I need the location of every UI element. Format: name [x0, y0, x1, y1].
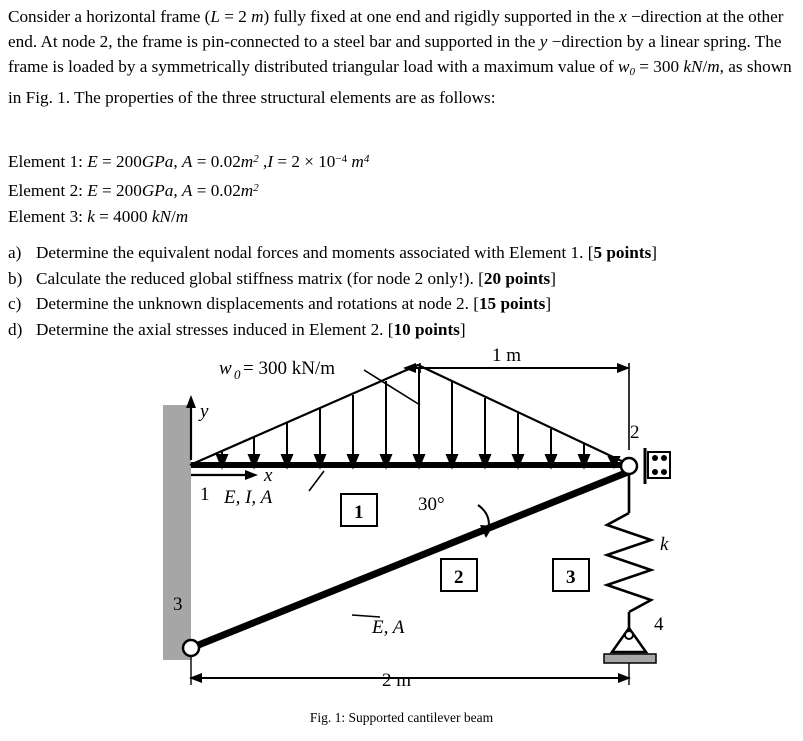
node-2-pin — [621, 458, 637, 474]
node-2-roller-box — [648, 452, 670, 478]
element-2-number: 2 — [454, 567, 464, 588]
node-3-pin — [183, 640, 199, 656]
question-item — [8, 240, 798, 266]
load-label-symbol: w — [219, 358, 232, 379]
roller-dot — [652, 455, 658, 461]
load-arrows — [217, 367, 619, 467]
element-2-properties: Element 2: E = 200GPa, $A = 0.02m^2$ — [8, 180, 259, 200]
question-text: Determine the equivalent nodal forces and moments associated with Element 1. [ — [36, 243, 594, 262]
question-tail: ] — [459, 319, 466, 339]
axis-y-arrowhead — [186, 395, 196, 408]
question-item — [8, 291, 798, 317]
load-label-value: = 300 kN/m — [243, 358, 335, 379]
bar-props-leader — [352, 615, 380, 617]
question-list — [8, 240, 798, 342]
node-4-pin-circle — [625, 631, 633, 639]
question-points: 15 points — [478, 294, 546, 313]
question-points: 20 points — [483, 268, 551, 288]
beam-props-label: E, I, A — [224, 487, 273, 508]
figure-diagram — [0, 345, 803, 741]
node-1-label: 1 — [200, 484, 210, 505]
bar-props-label: E, A — [372, 617, 405, 638]
question-label: b) — [8, 268, 23, 288]
element-properties — [8, 146, 708, 230]
dim-top-label: 1 m — [492, 345, 522, 366]
question-tail: ] — [651, 243, 657, 262]
question-text: Determine the unknown displacements and rotations at node 2. [ — [36, 294, 479, 313]
dim-top-arrow-right — [617, 363, 630, 373]
roller-dot — [652, 469, 658, 475]
axis-y-label: y — [200, 401, 209, 422]
node-4-label: 4 — [654, 614, 664, 635]
fixed-wall — [163, 405, 191, 660]
question-item — [8, 266, 798, 292]
triangular-load-outline — [190, 365, 630, 465]
question-label: a) — [8, 243, 22, 262]
question-points: 5 points — [593, 243, 652, 262]
spring-label: k — [660, 534, 669, 555]
question-tail: ] — [545, 294, 552, 313]
question-item — [8, 317, 798, 343]
load-label-subscript: 0 — [234, 367, 241, 382]
question-points: 10 points — [393, 319, 460, 339]
element-3-properties: Element 3: k = 4000 kN/m — [8, 206, 189, 226]
element-1-properties: Element 1: E = 200GPa, $A = 0.02m^2$ $,I = 2 \times 10^{-4}$ $m^4$ — [8, 151, 370, 171]
question-tail: ] — [550, 268, 556, 288]
problem-statement — [8, 4, 796, 110]
question-text: Calculate the reduced global stiffness matrix (for node 2 only!). [ — [36, 268, 484, 288]
spring-coil — [607, 513, 651, 612]
angle-label: 30° — [418, 494, 445, 515]
element-3-number: 3 — [566, 567, 576, 588]
node-3-label: 3 — [173, 594, 183, 615]
node-2-label: 2 — [630, 422, 640, 443]
roller-dot — [661, 469, 667, 475]
axis-x-arrowhead — [245, 470, 258, 480]
question-label: c) — [8, 294, 22, 313]
dim-bottom-label: 2 m — [382, 670, 412, 691]
roller-dot — [661, 455, 667, 461]
beam-props-leader — [309, 471, 324, 491]
axis-x-label: x — [264, 465, 273, 486]
question-label: d) — [8, 319, 23, 339]
problem-paragraph: Consider a horizontal frame (L = 2 m) fully fixed at one end and rigidly supported in the x −direction at the other end. At node 2, the frame is pin-connected to a steel bar and supported in the y −direction by a linear spring. The frame is loaded by a symmetrically distributed triangular load with a maximum value of $w_0 = 300$ kN/m, as shown in Fig. 1. The properties of the three structural elements are as follows: — [8, 7, 792, 107]
node-4-ground — [604, 654, 656, 663]
element-1-number: 1 — [354, 502, 364, 523]
question-text: Determine the axial stresses induced in Element 2. [ — [36, 319, 394, 339]
figure-caption: Fig. 1: Supported cantilever beam — [309, 710, 494, 725]
